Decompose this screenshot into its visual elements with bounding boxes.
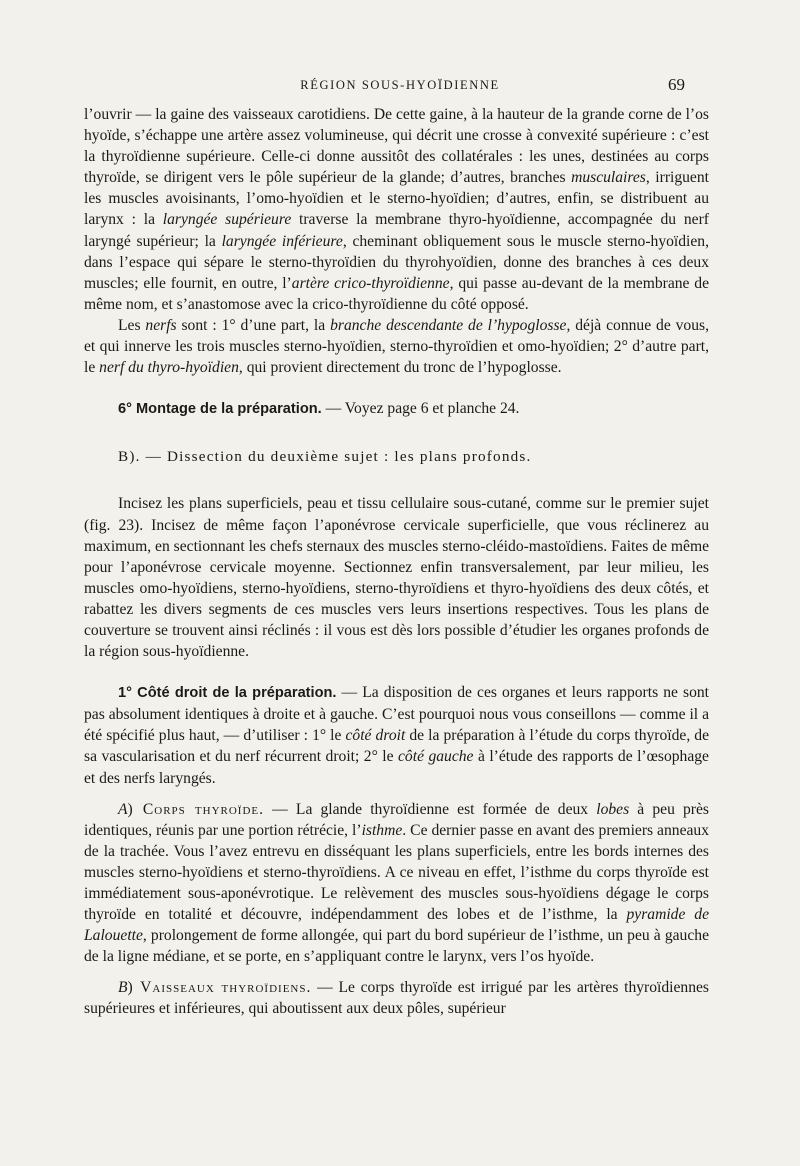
thyroid-vessels-heading: ) Vaisseaux thyroïdiens. — [127, 979, 312, 997]
page-number: 69 — [668, 75, 685, 94]
page-body — [84, 104, 709, 1020]
paragraph-montage: 6° Montage de la préparation. — Voyez page 6 et planche 24. — [118, 400, 520, 418]
paragraph-thyroid-vessels: B) Vaisseaux thyroïdiens. — Le corps thyroïde est irrigué par les artères thyroïdiennes supérieures et inférieures, qui aboutissent aux deux pôles, supérieur — [84, 979, 709, 1018]
running-header: RÉGION SOUS-HYOÏDIENNE — [300, 78, 500, 92]
paragraph-thyroid-body: A) Corps thyroïde. — La glande thyroïdienne est formée de deux lobes à peu près identiques, réunis par une portion rétrécie, l’isthme. Ce dernier passe en avant des premiers anneaux de la trachée. Vous l’avez entrevu en disséquant les plans superficiels, entre les bords internes des muscles sterno-hyoïdiens et sterno-thyroïdiens. A ce niveau en effet, l’isthme du corps thyroïde est immédiatement sous-aponévrotique. Le relèvement des muscles sous-hyoïdiens dégage le corps thyroïde en totalité et découvre, indépendamment des lobes et de l’isthme, la pyramide de Lalouette, prolongement de forme allongée, qui part du bord supérieur de l’isthme, un peu à gauche de la ligne médiane, et se porte, en s’appliquant contre le larynx, vers l’os hyoïde. — [84, 800, 710, 966]
thyroid-body-heading: ) Corps thyroïde. — [127, 800, 265, 818]
right-side-heading: 1° Côté droit de la préparation. — [118, 685, 337, 702]
paragraph-right-side: 1° Côté droit de la préparation. — La disposition de ces organes et leurs rapports ne sont pas absolument identiques à droite et à gauche. C’est pourquoi nous vous conseillons — comme il a été spécifié plus haut, — d’utiliser : 1° le côté droit de la préparation à l’étude du corps thyroïde, de sa vascularisation et du nerf récurrent droit; 2° le côté gauche à l’étude des rapports de l’œsophage et des nerfs laryngés. — [84, 684, 710, 787]
section-title: B). — Dissection du deuxième sujet : les plans profonds. — [118, 448, 532, 466]
montage-heading: 6° Montage de la préparation. — [118, 401, 322, 418]
paragraph-nerves: Les nerfs sont : 1° d’une part, la branche descendante de l’hypoglosse, déjà connue de vous, et qui innerve les trois muscles sterno-hyoïdien, sterno-thyroïdien et omo-hyoïdien; 2° d’autre part, le nerf du thyro-hyoïdien, qui provient directement du tronc de l’hypoglosse. — [84, 316, 709, 377]
paragraph-thyroid-artery: l’ouvrir — la gaine des vaisseaux carotidiens. De cette gaine, à la hauteur de la grande corne de l’os hyoïde, s’échappe une artère assez volumineuse, qui décrit une crosse à convexité supérieure : c’est la thyroïdienne supérieure. Celle-ci donne aussitôt des collatérales : les unes, destinées au corps thyroïde, se dirigent vers le pôle supérieur de la glande; d’autres, branches musculaires, irriguent les muscles avoisinants, l’omo-hyoïdien et le sterno-hyoïdien; d’autres, enfin, se distribuent au larynx : la laryngée supérieure traverse la membrane thyro-hyoïdienne, accompagnée du nerf laryngé supérieur; la laryngée inférieure, cheminant obliquement sous le muscle sterno-hyoïdien, dans l’espace qui sépare le sterno-thyroïdien du thyrohyoïdien, donne des branches à ces deux muscles; elle fournit, en outre, l’artère crico-thyroïdienne, qui passe au-devant de la membrane de même nom, et s’anastomose avec la crico-thyroïdienne du côté opposé. — [84, 106, 710, 313]
paragraph-incisions: Incisez les plans superficiels, peau et tissu cellulaire sous-cutané, comme sur le premier sujet (fig. 23). Incisez de même façon l’aponévrose cervicale superficielle, que vous réclinerez au maximum, en sectionnant les chefs sternaux des muscles sterno-cléido-mastoïdiens. Faites de même pour l’aponévrose cervicale moyenne. Sectionnez enfin transversalement, par leur milieu, les muscles omo-hyoïdiens, sterno-hyoïdiens, sterno-thyroïdiens et thyro-hyoïdiens des deux côtés, et rabattez les divers segments de ces muscles vers leurs insertions respectives. Tous les plans de couverture se trouvent ainsi réclinés : il vous est dès lors possible d’étudier les organes profonds de la région sous-hyoïdienne. — [84, 495, 709, 661]
